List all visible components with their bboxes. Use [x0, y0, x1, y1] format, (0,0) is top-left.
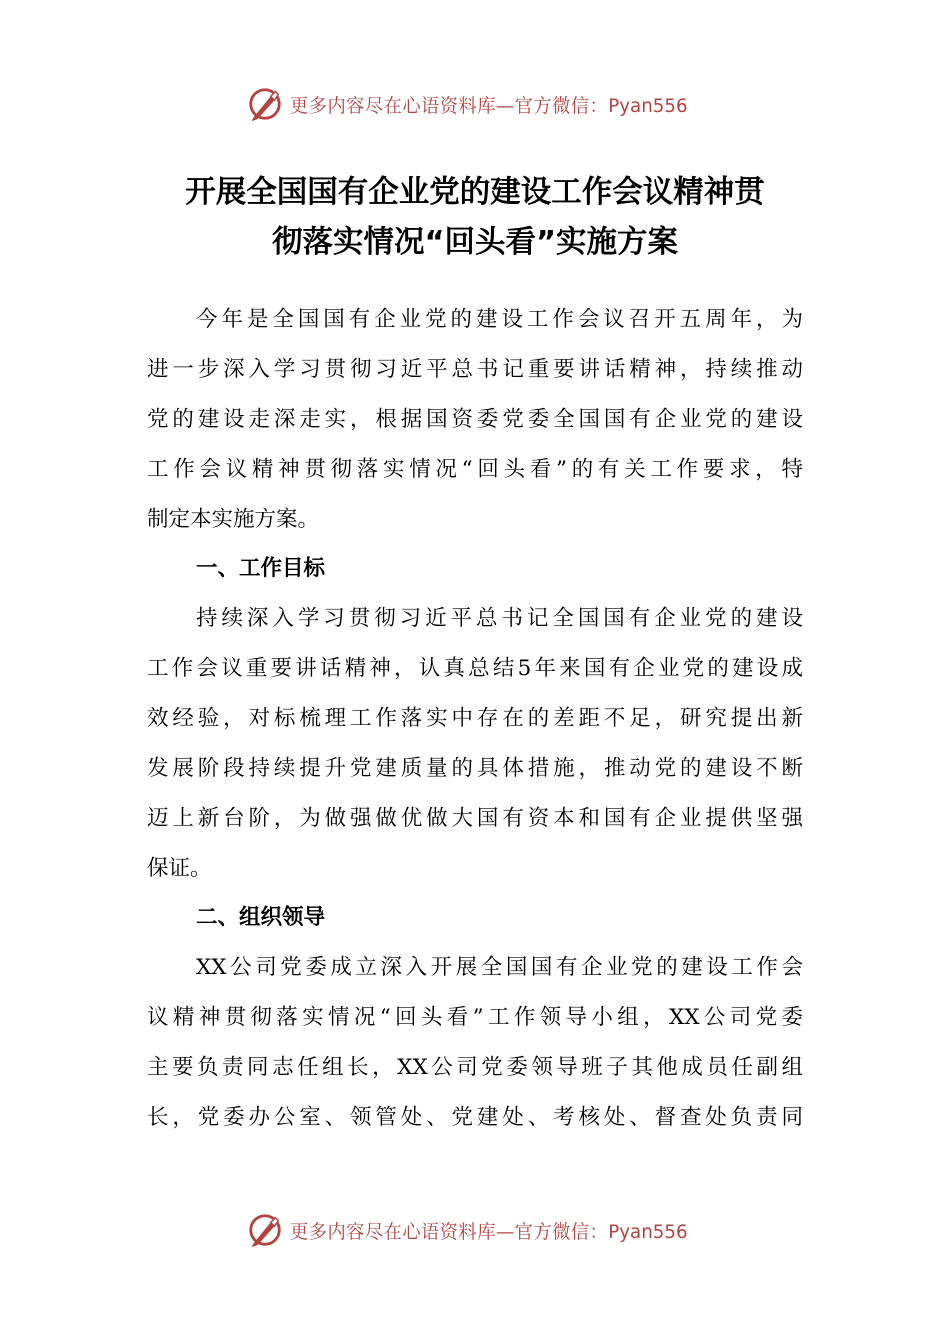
- intro-line: 今年是全国国有企业党的建设工作会议召开五周年，为: [196, 307, 803, 332]
- wechat-id: Pyan556: [608, 1220, 688, 1243]
- header-watermark: [0, 82, 950, 126]
- section1-line: 工作会议重要讲话精神，认真总结5年来国有企业党的建设成: [147, 656, 803, 681]
- section1-line: 效经验，对标梳理工作落实中存在的差距不足，研究提出新: [147, 706, 803, 731]
- section2-line: XX公司党委成立深入开展全国国有企业党的建设工作会: [196, 955, 803, 980]
- intro-line: 制定本实施方案。: [147, 507, 320, 532]
- wechat-id: Pyan556: [608, 94, 688, 117]
- section1-line: 持续深入学习贯彻习近平总书记全国国有企业党的建设: [196, 606, 803, 631]
- document-title-line1: 开展全国国有企业党的建设工作会议精神贯: [185, 175, 765, 210]
- section1-heading: 一、工作目标: [196, 556, 326, 581]
- watermark-text: 更多内容尽在心语资料库—官方微信：Pyan556: [289, 1220, 688, 1243]
- section2-heading: 二、组织领导: [196, 905, 326, 930]
- section2-line: 长，党委办公室、领管处、党建处、考核处、督查处负责同: [147, 1105, 803, 1130]
- footer-watermark: [0, 1208, 950, 1252]
- section1-line: 迈上新台阶，为做强做优做大国有资本和国有企业提供坚强: [147, 806, 803, 831]
- intro-line: 工作会议精神贯彻落实情况“回头看”的有关工作要求，特: [147, 457, 803, 482]
- section2-line: 议精神贯彻落实情况“回头看”工作领导小组，XX公司党委: [147, 1005, 803, 1030]
- section1-line: 发展阶段持续提升党建质量的具体措施，推动党的建设不断: [147, 756, 803, 781]
- watermark-text: 更多内容尽在心语资料库—官方微信：Pyan556: [289, 94, 688, 117]
- section1-line: 保证。: [147, 856, 212, 881]
- intro-line: 党的建设走深走实，根据国资委党委全国国有企业党的建设: [147, 407, 803, 432]
- pen-circle-logo-icon: [246, 85, 284, 123]
- document-title-line2: 彻落实情况“回头看”实施方案: [271, 225, 679, 260]
- intro-line: 进一步深入学习贯彻习近平总书记重要讲话精神，持续推动: [147, 357, 803, 382]
- pen-circle-logo-icon: [246, 1211, 284, 1249]
- section2-line: 主要负责同志任组长，XX公司党委领导班子其他成员任副组: [147, 1055, 803, 1080]
